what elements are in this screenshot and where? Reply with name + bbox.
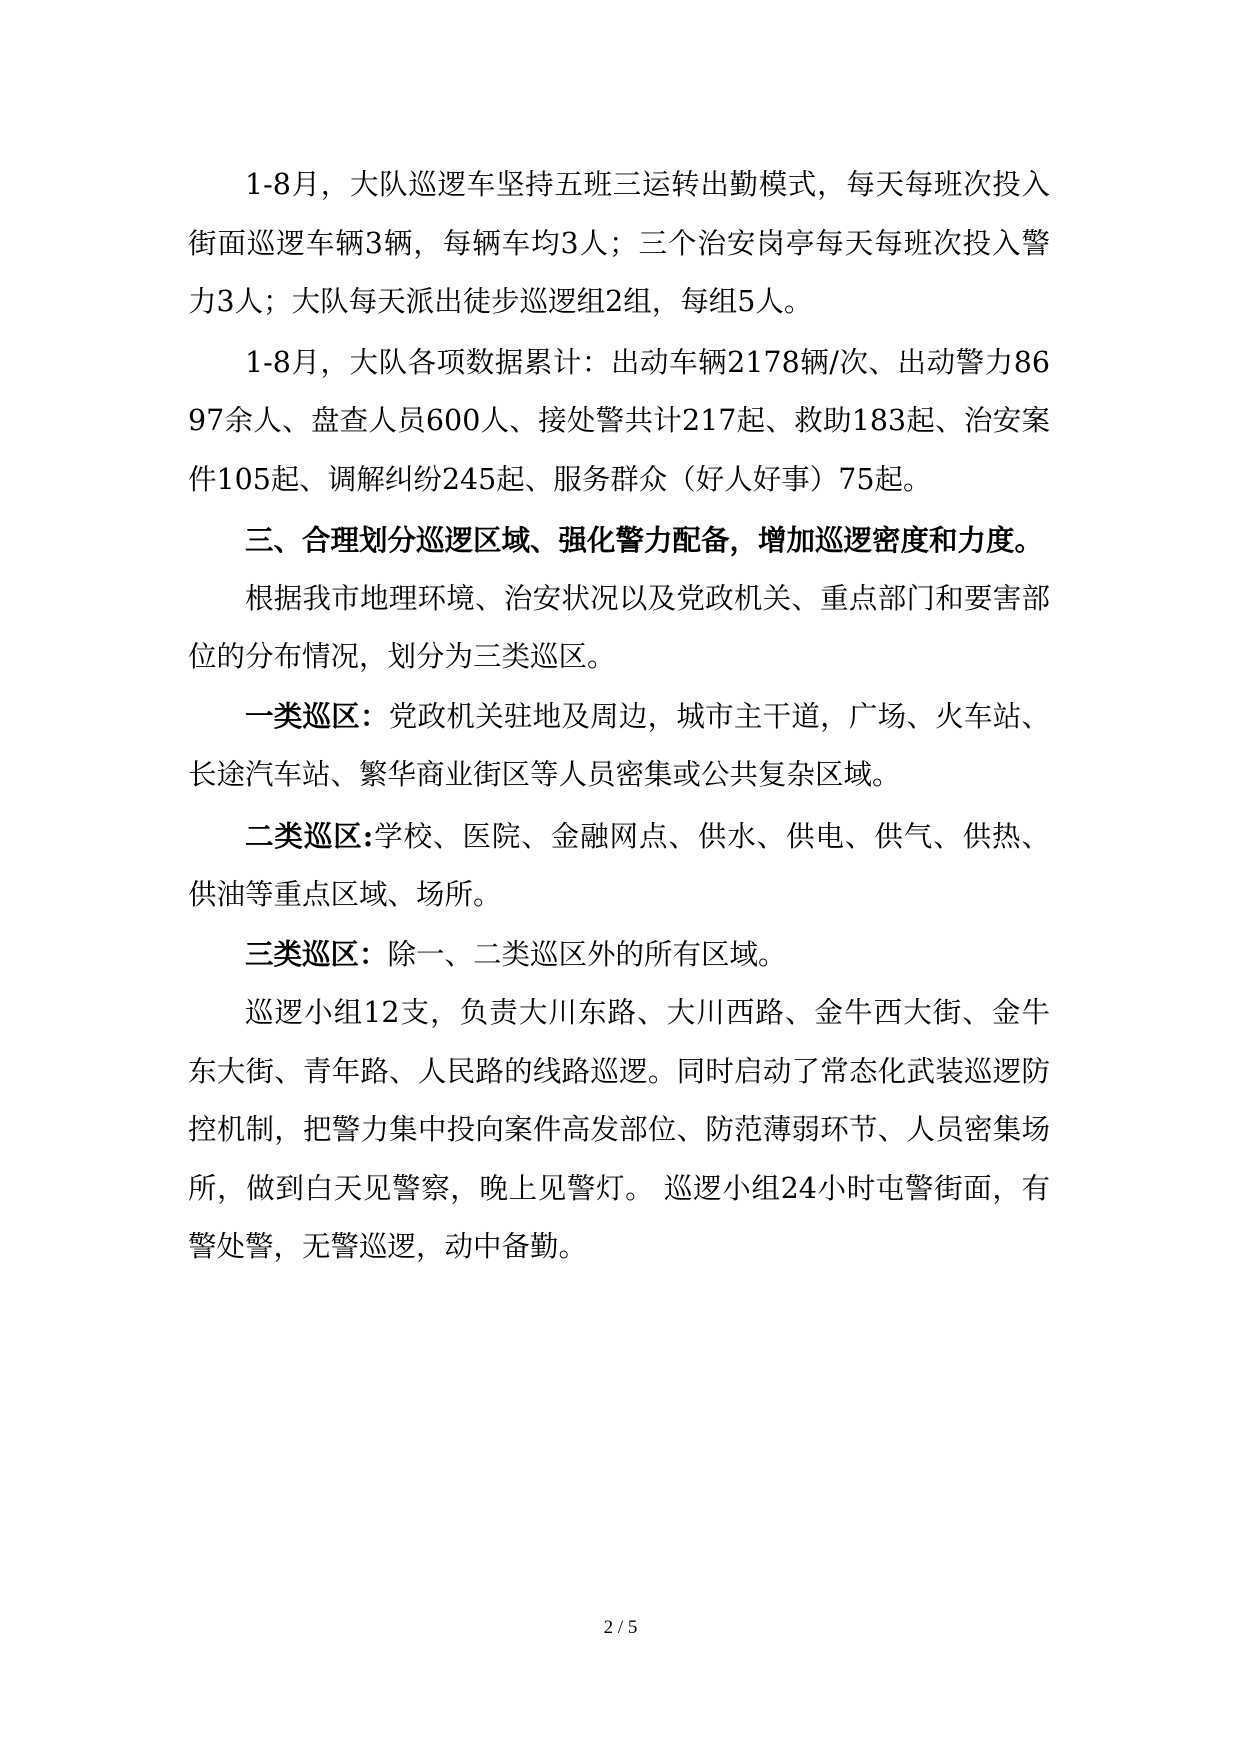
zone-3-paragraph — [188, 925, 1050, 985]
zone-1-paragraph — [188, 687, 1050, 805]
document-body — [188, 156, 1050, 1277]
paragraph-statistics: 1-8月，大队各项数据累计：出动车辆2178辆/次、出动警力8697余人、盘查人员600人、接处警共计217起、救助183起、治安案件105起、调解纠纷245起、服务群众（好人好事）75起。 — [188, 345, 1050, 496]
zone-1-label: 一类巡区： — [245, 698, 389, 733]
zone-1-text: 党政机关驻地及周边，城市主干道，广场、火车站、长途汽车站、繁华商业街区等人员密集或公共复杂区域。 — [188, 699, 1050, 791]
paragraph-closing: 巡逻小组12支，负责大川东路、大川西路、金牛西大街、金牛东大街、青年路、人民路的线路巡逻。同时启动了常态化武装巡逻防控机制，把警力集中投向案件高发部位、防范薄弱环节、人员密集场所，做到白天见警察，晚上见警灯。 巡逻小组24小时屯警街面，有警处警，无警巡逻，动中备勤。 — [188, 996, 1050, 1263]
zone-3-text: 除一、二类巡区外的所有区域。 — [387, 937, 787, 971]
page-number: 2 / 5 — [603, 1617, 638, 1638]
section-heading: 三、合理划分巡逻区域、强化警力配备，增加巡逻密度和力度。 — [245, 523, 1044, 557]
paragraph-intro: 根据我市地理环境、治安状况以及党政机关、重点部门和要害部位的分布情况，划分为三类巡区。 — [188, 581, 1050, 673]
paragraph-patrol-mode: 1-8月，大队巡逻车坚持五班三运转出勤模式，每天每班次投入街面巡逻车辆3辆，每辆车均3人；三个治安岗亭每天每班次投入警力3人；大队每天派出徒步巡逻组2组，每组5人。 — [188, 168, 1050, 318]
zone-2-label: 二类巡区: — [245, 818, 374, 853]
zone-2-paragraph — [188, 807, 1050, 925]
zone-3-label: 三类巡区： — [245, 936, 388, 971]
zone-2-text: 学校、医院、金融网点、供水、供电、供气、供热、供油等重点区域、场所。 — [188, 819, 1050, 911]
